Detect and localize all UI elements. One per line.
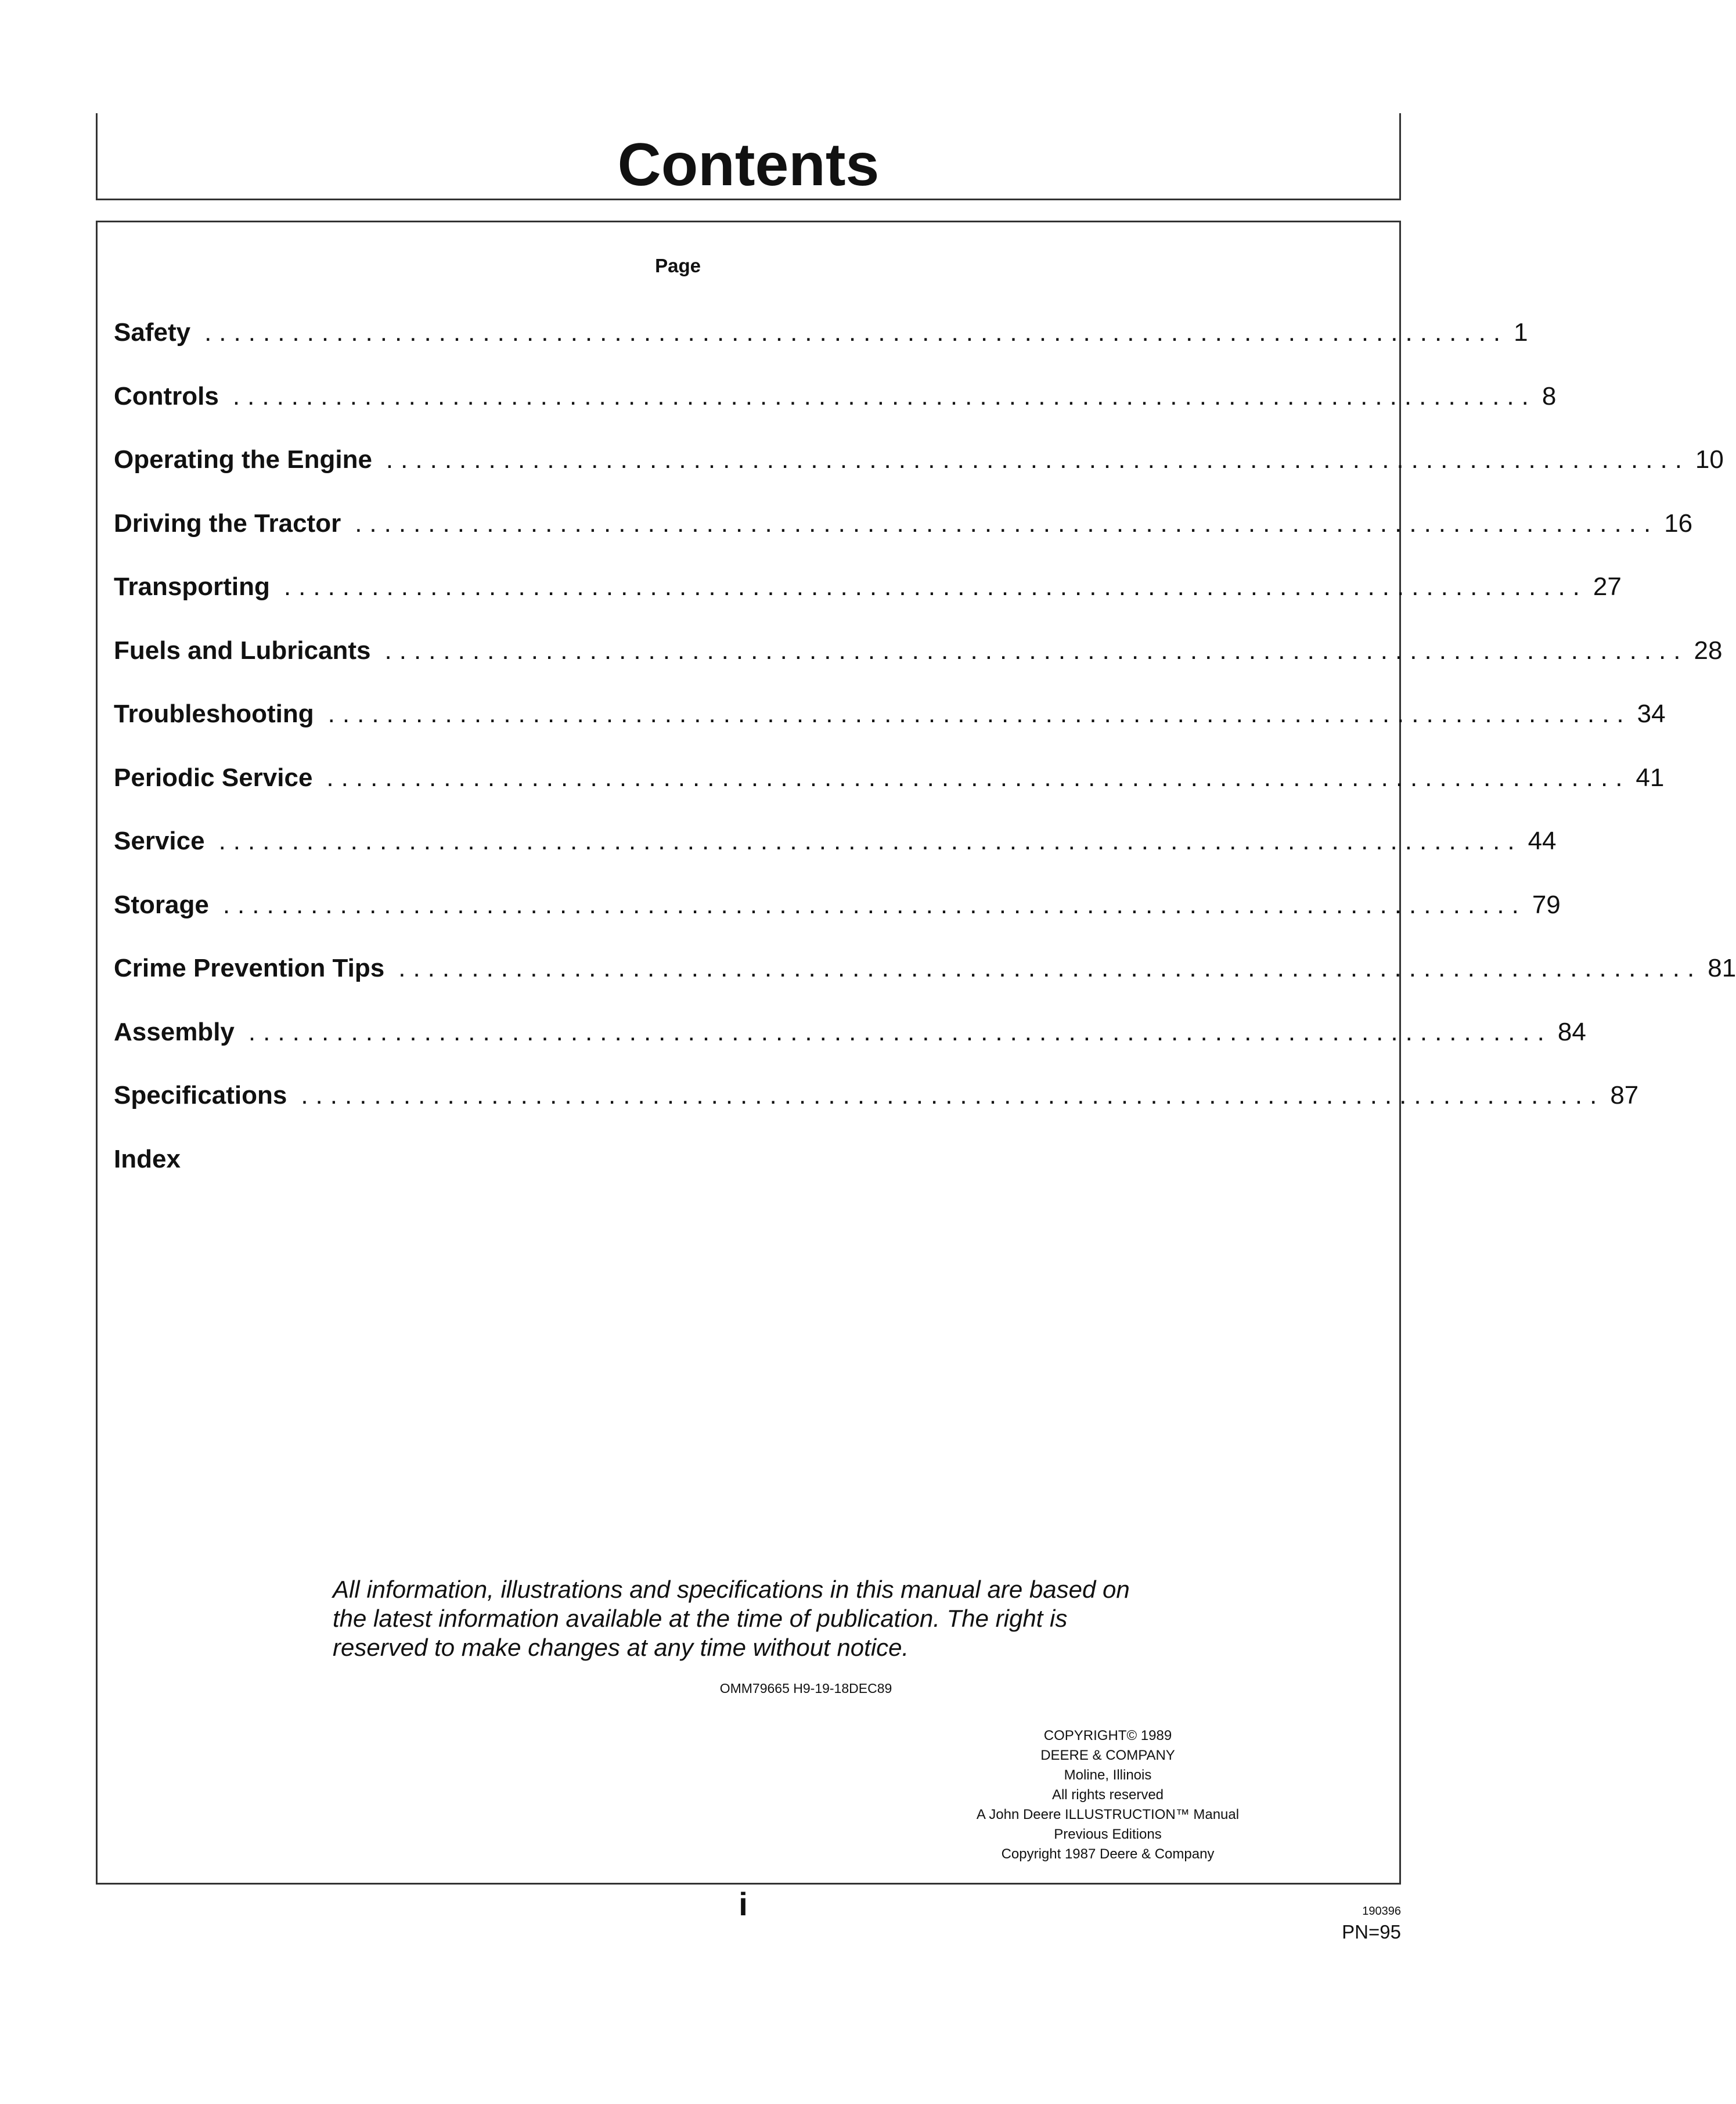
toc-entry-title: Safety — [114, 318, 191, 347]
toc-entry[interactable] — [114, 506, 1693, 570]
toc-entry-title: Assembly — [114, 1017, 235, 1046]
toc-entry[interactable] — [114, 761, 1665, 824]
disclaimer-line: the latest information available at the time of publication. The right is — [333, 1605, 1068, 1632]
toc-entry[interactable] — [114, 570, 1622, 633]
toc-entry-title: Periodic Service — [114, 763, 313, 792]
disclaimer-text — [333, 1575, 1192, 1662]
toc-entry-title: Specifications — [114, 1081, 287, 1109]
toc-entry[interactable] — [114, 379, 1557, 443]
leader-dots: ......................................................................................... — [384, 636, 1688, 665]
copyright-line: A John Deere ILLUSTRUCTION™ Manual — [976, 1807, 1240, 1822]
toc-entry[interactable] — [114, 315, 1528, 379]
toc-entry-title: Driving the Tractor — [114, 509, 341, 538]
leader-dots: ......................................................................................... — [218, 827, 1522, 855]
toc-entry-page: 44 — [1528, 827, 1557, 855]
toc-entry-title: Fuels and Lubricants — [114, 636, 371, 665]
part-number-code: PN=95 — [1342, 1921, 1401, 1943]
toc-entry-page: 81 — [1708, 954, 1736, 982]
toc-entry-title: Storage — [114, 890, 209, 919]
page-title: Contents — [617, 131, 880, 199]
toc-entry-title: Troubleshooting — [114, 700, 314, 728]
leader-dots: ......................................................................................... — [326, 763, 1630, 792]
toc-entry[interactable] — [114, 1142, 718, 1206]
leader-dots: ......................................................................................... — [222, 890, 1526, 919]
toc-entry-page: 27 — [1593, 572, 1622, 601]
toc-entry-page: 8 — [1541, 381, 1557, 410]
toc-entry-page: 16 — [1664, 509, 1693, 538]
leader-dots: ......................................................................................... — [248, 1017, 1552, 1046]
leader-dots: ......................................................................................... — [283, 572, 1587, 601]
toc-entry[interactable] — [114, 888, 1561, 952]
copyright-line: Moline, Illinois — [1064, 1767, 1152, 1783]
leader-dots: ......................................................................................... — [398, 954, 1702, 982]
toc-entry-page: 28 — [1694, 636, 1723, 665]
toc-entry-page: 1 — [1514, 318, 1528, 347]
toc-entry[interactable] — [114, 633, 1723, 697]
leader-dots: ......................................................................................... — [301, 1081, 1605, 1109]
toc-entry-page: 79 — [1532, 890, 1561, 919]
leader-dots: ......................................................................................... — [232, 381, 1536, 410]
toc-entry-title: Crime Prevention Tips — [114, 954, 385, 982]
toc-entry-title: Transporting — [114, 572, 270, 601]
copyright-line: Previous Editions — [1054, 1826, 1162, 1842]
toc-entry-title: Controls — [114, 381, 219, 410]
page-number: i — [739, 1886, 748, 1922]
table-of-contents — [114, 315, 1736, 1205]
leader-dots: ......................................................................................... — [204, 318, 1508, 347]
toc-entry-page: 34 — [1637, 700, 1666, 728]
copyright-line: DEERE & COMPANY — [1040, 1748, 1175, 1763]
toc-entry-title: Operating the Engine — [114, 445, 372, 474]
document-code: OMM79665 H9-19-18DEC89 — [719, 1681, 892, 1696]
date-code: 190396 — [1362, 1905, 1401, 1918]
leader-dots: ......................................................................................... — [355, 509, 1659, 538]
toc-entry[interactable] — [114, 824, 1557, 888]
toc-entry-page: 84 — [1557, 1017, 1586, 1046]
toc-entry-page: 10 — [1695, 445, 1724, 474]
disclaimer-line: reserved to make changes at any time without notice. — [333, 1634, 909, 1661]
copyright-line: Copyright 1987 Deere & Company — [1001, 1846, 1215, 1862]
toc-entry-page: 87 — [1610, 1081, 1639, 1109]
leader-dots: ......................................................................................... — [327, 700, 1631, 728]
toc-entry[interactable] — [114, 951, 1736, 1015]
toc-entry[interactable] — [114, 1015, 1586, 1079]
toc-entry[interactable] — [114, 1078, 1639, 1142]
copyright-notice — [876, 1726, 1340, 1864]
copyright-line: All rights reserved — [1051, 1787, 1164, 1803]
toc-entry[interactable] — [114, 442, 1724, 506]
toc-entry-title: Service — [114, 827, 205, 855]
leader-dots: ......................................................................................... — [386, 445, 1690, 474]
title-frame — [96, 113, 1401, 200]
disclaimer-line: All information, illustrations and specifications in this manual are based on — [333, 1576, 1130, 1603]
toc-entry-page: 41 — [1636, 763, 1665, 792]
contents-frame — [96, 221, 1736, 1885]
toc-entry-title: Index — [114, 1144, 181, 1173]
toc-entry[interactable] — [114, 697, 1666, 761]
copyright-line: COPYRIGHT© 1989 — [1043, 1728, 1172, 1743]
page-column-label: Page — [655, 255, 701, 276]
